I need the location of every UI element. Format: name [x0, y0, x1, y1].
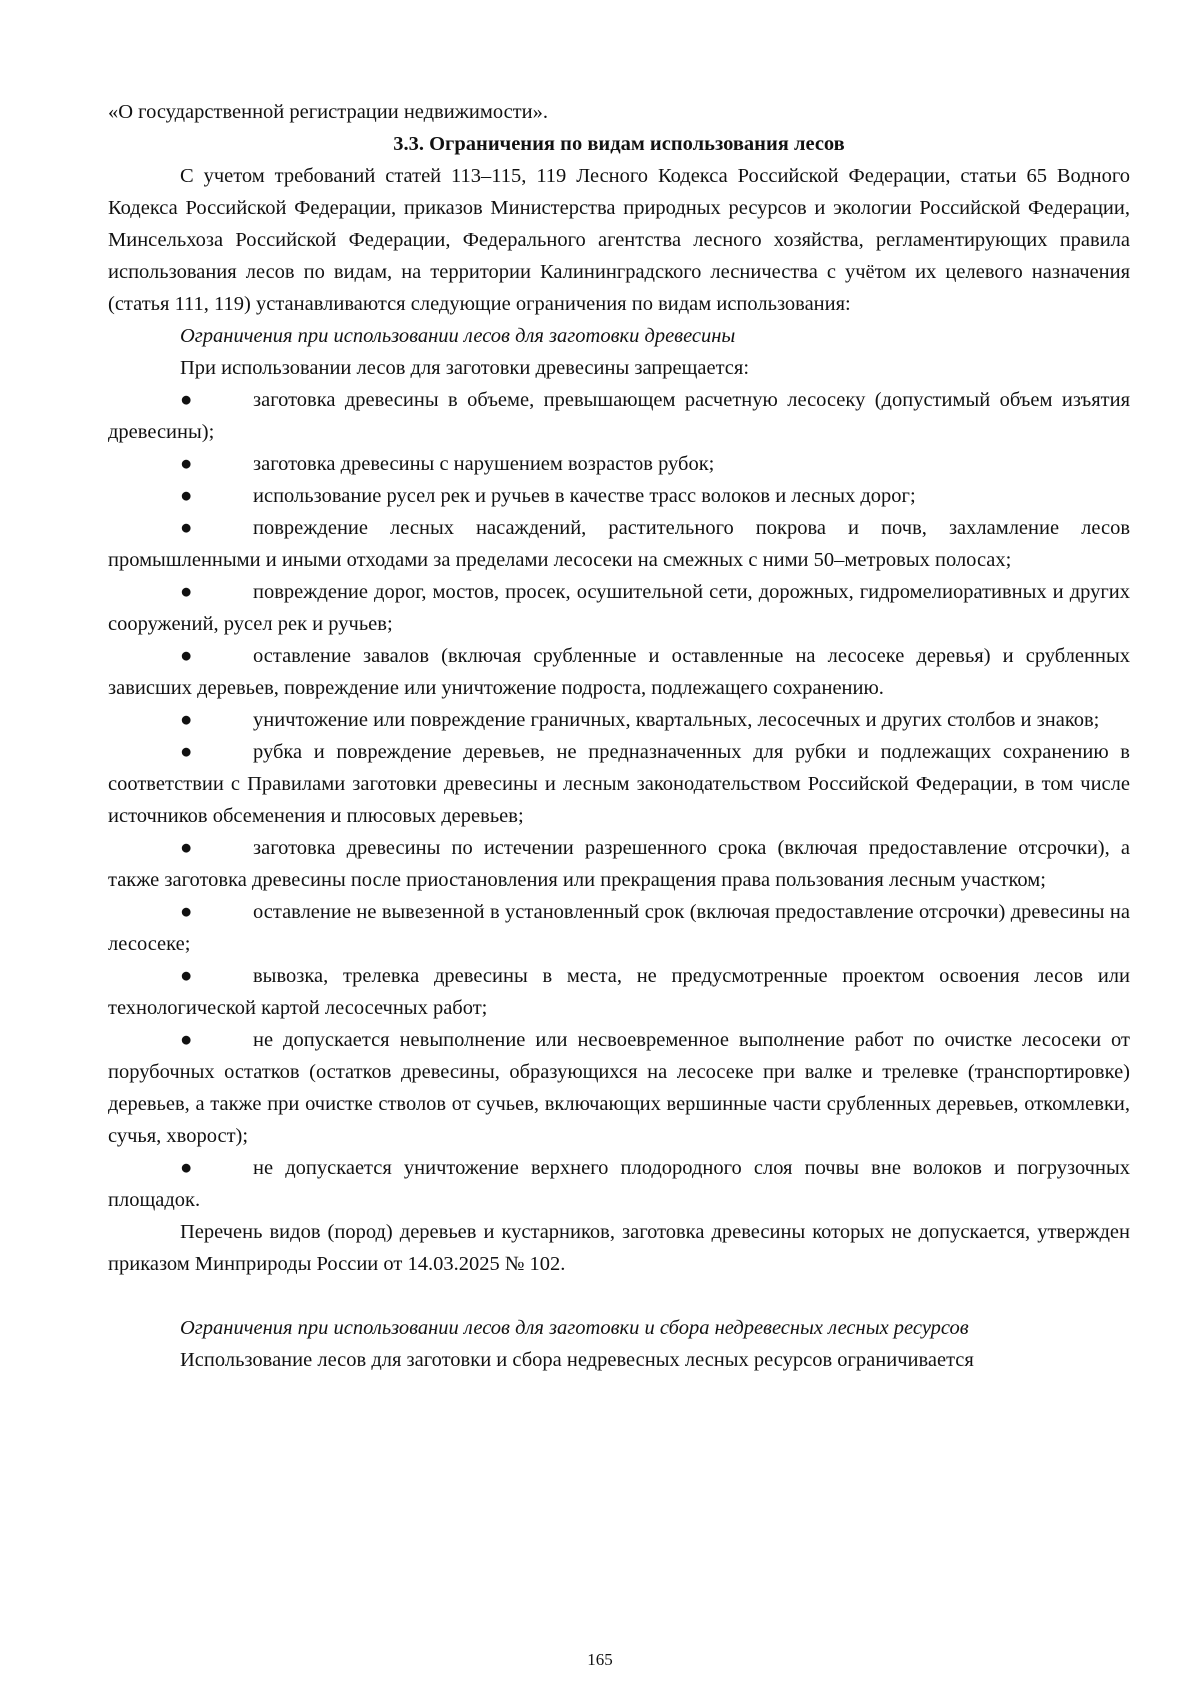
bullet-icon: ● — [180, 1157, 193, 1179]
bullet-icon: ● — [180, 453, 193, 475]
species-list-paragraph: Перечень видов (пород) деревьев и кустарников, заготовка древесины которых не допускается, утвержден приказом Минприроды России от 14.03.2025 № 102. — [108, 1221, 1130, 1275]
bullet-icon: ● — [180, 581, 193, 603]
lead-prohibited: При использовании лесов для заготовки древесины запрещается: — [180, 357, 750, 379]
bullet-icon: ● — [180, 901, 193, 923]
list-item-text: оставление не вывезенной в установленный срок (включая предоставление отсрочки) древесины на лесосеке; — [108, 901, 1130, 955]
list-item-text: оставление завалов (включая срубленные и оставленные на лесосеке деревья) и срубленных зависших деревьев, повреждение или уничтожение подроста, подлежащего сохранению. — [108, 645, 1130, 699]
list-item-text: заготовка древесины по истечении разрешенного срока (включая предоставление отсрочки), а также заготовка древесины после приостановления или прекращения права пользования лесным участком; — [108, 837, 1130, 891]
list-item — [108, 1152, 1130, 1216]
list-item — [108, 704, 1130, 736]
list-item — [108, 960, 1130, 1024]
bullet-icon: ● — [180, 1029, 193, 1051]
intro-line: «О государственной регистрации недвижимости». — [108, 101, 548, 123]
bullet-icon: ● — [180, 965, 193, 987]
bullet-icon: ● — [180, 517, 193, 539]
list-item — [108, 736, 1130, 832]
list-item — [108, 896, 1130, 960]
list-item — [108, 512, 1130, 576]
list-item-text: повреждение дорог, мостов, просек, осушительной сети, дорожных, гидромелиоративных и других сооружений, русел рек и ручьев; — [108, 581, 1130, 635]
bullet-icon: ● — [180, 837, 193, 859]
bullet-icon: ● — [180, 645, 193, 667]
bullet-icon: ● — [180, 485, 193, 507]
subheading-non-timber-resources: Ограничения при использовании лесов для заготовки и сбора недревесных лесных ресурсов — [180, 1317, 969, 1339]
list-item-text: не допускается уничтожение верхнего плодородного слоя почвы вне волоков и погрузочных площадок. — [108, 1157, 1130, 1211]
list-item — [108, 384, 1130, 448]
list-item — [108, 448, 1130, 480]
list-item-text: не допускается невыполнение или несвоевременное выполнение работ по очистке лесосеки от порубочных остатков (остатков древесины, образующихся на лесосеке при валке и трелевке (транспортировке) деревьев, а также при очистке стволов от сучьев, включающих вершинные части срубленных деревьев, откомлевки, сучья, хворост); — [108, 1029, 1130, 1147]
list-item — [108, 1024, 1130, 1152]
document-page — [108, 96, 1130, 1376]
section-heading: 3.3. Ограничения по видам использования лесов — [393, 133, 845, 155]
list-item — [108, 832, 1130, 896]
list-item-text: уничтожение или повреждение граничных, квартальных, лесосечных и других столбов и знаков; — [253, 709, 1100, 731]
list-item-text: заготовка древесины с нарушением возрастов рубок; — [253, 453, 715, 475]
list-item-text: заготовка древесины в объеме, превышающем расчетную лесосеку (допустимый объем изъятия древесины); — [108, 389, 1130, 443]
list-item-text: вывозка, трелевка древесины в места, не предусмотренные проектом освоения лесов или технологической картой лесосечных работ; — [108, 965, 1130, 1019]
list-item — [108, 576, 1130, 640]
list-item — [108, 640, 1130, 704]
bullet-icon: ● — [180, 741, 193, 763]
bullet-icon: ● — [180, 709, 193, 731]
list-item-text: рубка и повреждение деревьев, не предназначенных для рубки и подлежащих сохранению в соответствии с Правилами заготовки древесины и лесным законодательством Российской Федерации, в том числе источников обсеменения и плюсовых деревьев; — [108, 741, 1130, 827]
intro-paragraph: С учетом требований статей 113–115, 119 Лесного Кодекса Российской Федерации, статьи 65 Водного Кодекса Российской Федерации, приказов Министерства природных ресурсов и экологии Российской Федерации, Минсельхоза Российской Федерации, Федерального агентства лесного хозяйства, регламентирующих правила использования лесов по видам, на территории Калининградского лесничества с учётом их целевого назначения (статья 111, 119) устанавливаются следующие ограничения по видам использования: — [108, 165, 1130, 315]
subheading-timber-harvesting: Ограничения при использовании лесов для заготовки древесины — [180, 325, 736, 347]
closing-paragraph: Использование лесов для заготовки и сбора недревесных лесных ресурсов ограничивается — [180, 1349, 974, 1371]
paragraph-gap — [108, 1280, 1130, 1312]
prohibitions-list — [108, 384, 1130, 1216]
page-number: 165 — [587, 1650, 613, 1669]
list-item-text: использование русел рек и ручьев в качестве трасс волоков и лесных дорог; — [253, 485, 916, 507]
list-item — [108, 480, 1130, 512]
list-item-text: повреждение лесных насаждений, растительного покрова и почв, захламление лесов промышленными и иными отходами за пределами лесосеки на смежных с ними 50–метровых полосах; — [108, 517, 1130, 571]
bullet-icon: ● — [180, 389, 193, 411]
